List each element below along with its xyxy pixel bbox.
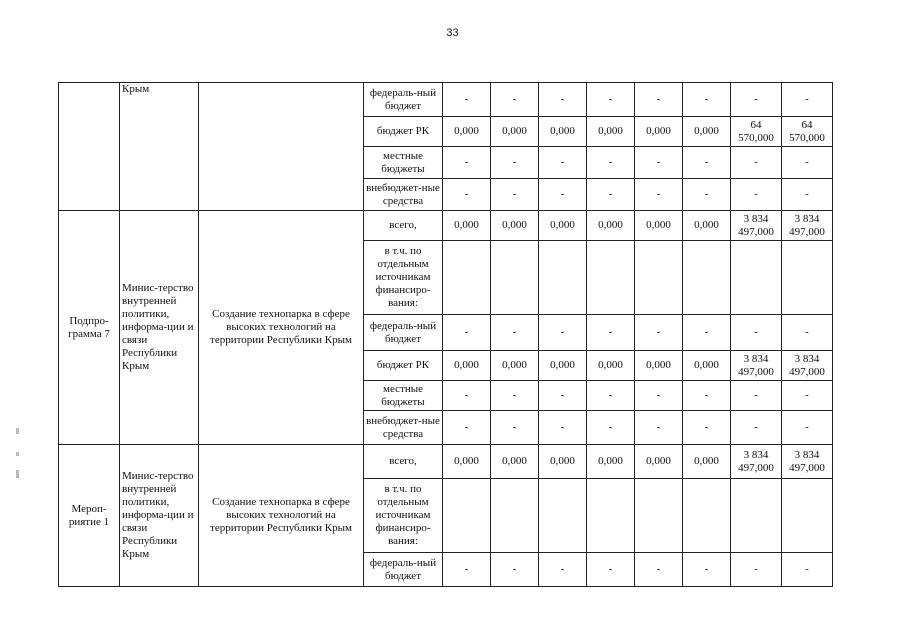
page-number: 33 [446, 27, 459, 39]
value-cell: 0,000 [587, 117, 635, 147]
event-name-cell [199, 83, 364, 211]
value-cell: 0,000 [539, 351, 587, 381]
value-cell: - [443, 147, 491, 179]
value-cell: 0,000 [587, 351, 635, 381]
value-cell: 0,000 [443, 117, 491, 147]
value-cell: - [491, 553, 539, 587]
value-cell: - [491, 381, 539, 411]
value-cell: - [731, 381, 782, 411]
value-cell: - [443, 553, 491, 587]
value-cell: 0,000 [539, 211, 587, 241]
value-cell: - [539, 147, 587, 179]
funding-source-cell: бюджет РК [364, 351, 443, 381]
value-cell: 0,000 [443, 351, 491, 381]
value-cell: 0,000 [587, 211, 635, 241]
table-row [59, 211, 833, 241]
value-cell: - [635, 381, 683, 411]
value-cell: 0,000 [635, 445, 683, 479]
value-cell: 3 834 497,000 [731, 445, 782, 479]
value-cell [782, 241, 833, 315]
value-cell: - [443, 179, 491, 211]
program-cell: Мероп-риятие 1 [59, 445, 120, 587]
value-cell: - [782, 381, 833, 411]
value-cell: - [443, 315, 491, 351]
funding-source-cell: местные бюджеты [364, 147, 443, 179]
value-cell: - [782, 147, 833, 179]
value-cell: - [635, 553, 683, 587]
executor-cell: Минис-терство внутренней политики, информа-ции и связи Республики Крым [120, 445, 199, 587]
funding-source-cell: в т.ч. по отдельным источникам финансиро-вания: [364, 241, 443, 315]
value-cell: - [539, 381, 587, 411]
value-cell: 0,000 [539, 445, 587, 479]
value-cell: - [491, 147, 539, 179]
value-cell: - [683, 315, 731, 351]
funding-source-cell: федераль-ный бюджет [364, 315, 443, 351]
value-cell: 3 834 497,000 [782, 211, 833, 241]
event-name-cell: Создание технопарка в сфере высоких технологий на территории Республики Крым [199, 445, 364, 587]
funding-source-cell: федераль-ный бюджет [364, 83, 443, 117]
value-cell [731, 241, 782, 315]
value-cell: - [587, 147, 635, 179]
value-cell: - [491, 179, 539, 211]
value-cell [587, 479, 635, 553]
value-cell: 0,000 [635, 117, 683, 147]
funding-source-cell: местные бюджеты [364, 381, 443, 411]
value-cell [635, 241, 683, 315]
value-cell [635, 479, 683, 553]
value-cell [731, 479, 782, 553]
value-cell [782, 479, 833, 553]
executor-cell: Крым [120, 83, 199, 211]
value-cell: - [443, 381, 491, 411]
value-cell: - [443, 411, 491, 445]
value-cell [587, 241, 635, 315]
value-cell: - [731, 553, 782, 587]
value-cell: 3 834 497,000 [782, 351, 833, 381]
value-cell: - [491, 315, 539, 351]
value-cell: - [587, 179, 635, 211]
value-cell: - [782, 315, 833, 351]
funding-source-cell: внебюджет-ные средства [364, 179, 443, 211]
value-cell: - [782, 553, 833, 587]
value-cell [539, 479, 587, 553]
value-cell: - [731, 411, 782, 445]
value-cell: 64 570,000 [782, 117, 833, 147]
program-cell: Подпро-грамма 7 [59, 211, 120, 445]
value-cell [539, 241, 587, 315]
value-cell: 0,000 [491, 117, 539, 147]
value-cell: - [539, 179, 587, 211]
value-cell: 0,000 [491, 445, 539, 479]
value-cell: 3 834 497,000 [731, 211, 782, 241]
value-cell: - [683, 381, 731, 411]
value-cell: 3 834 497,000 [731, 351, 782, 381]
scan-artifact [16, 428, 19, 434]
funding-source-cell: бюджет РК [364, 117, 443, 147]
value-cell: 0,000 [635, 211, 683, 241]
value-cell: 0,000 [539, 117, 587, 147]
value-cell: - [491, 411, 539, 445]
value-cell: - [539, 411, 587, 445]
value-cell: 0,000 [683, 211, 731, 241]
value-cell: 64 570,000 [731, 117, 782, 147]
funding-source-cell: в т.ч. по отдельным источникам финансиро-вания: [364, 479, 443, 553]
value-cell: - [731, 315, 782, 351]
scan-artifact [16, 470, 19, 478]
value-cell [491, 241, 539, 315]
value-cell: 3 834 497,000 [782, 445, 833, 479]
value-cell: - [782, 411, 833, 445]
value-cell: 0,000 [635, 351, 683, 381]
value-cell: - [539, 83, 587, 117]
budget-table [58, 82, 833, 587]
value-cell: 0,000 [683, 117, 731, 147]
value-cell [683, 241, 731, 315]
value-cell: - [587, 381, 635, 411]
value-cell: - [491, 83, 539, 117]
value-cell: - [539, 553, 587, 587]
value-cell: - [683, 179, 731, 211]
value-cell [443, 479, 491, 553]
value-cell: 0,000 [683, 445, 731, 479]
value-cell [443, 241, 491, 315]
value-cell: - [683, 553, 731, 587]
funding-source-cell: всего, [364, 211, 443, 241]
value-cell: - [587, 315, 635, 351]
executor-cell: Минис-терство внутренней политики, информа-ции и связи Республики Крым [120, 211, 199, 445]
value-cell: - [587, 411, 635, 445]
value-cell [683, 479, 731, 553]
value-cell: - [683, 147, 731, 179]
value-cell: - [443, 83, 491, 117]
value-cell: - [587, 553, 635, 587]
value-cell: 0,000 [443, 211, 491, 241]
funding-source-cell: внебюджет-ные средства [364, 411, 443, 445]
table-row [59, 445, 833, 479]
program-cell [59, 83, 120, 211]
value-cell [491, 479, 539, 553]
value-cell: - [782, 83, 833, 117]
value-cell: - [683, 83, 731, 117]
value-cell: - [731, 147, 782, 179]
value-cell: 0,000 [491, 351, 539, 381]
value-cell: - [683, 411, 731, 445]
table-row [59, 83, 833, 117]
value-cell: - [635, 315, 683, 351]
funding-source-cell: федераль-ный бюджет [364, 553, 443, 587]
scan-artifact [16, 452, 19, 456]
value-cell: 0,000 [683, 351, 731, 381]
value-cell: - [635, 411, 683, 445]
event-name-cell: Создание технопарка в сфере высоких технологий на территории Республики Крым [199, 211, 364, 445]
value-cell: - [539, 315, 587, 351]
value-cell: 0,000 [443, 445, 491, 479]
value-cell: - [635, 83, 683, 117]
value-cell: - [587, 83, 635, 117]
value-cell: 0,000 [491, 211, 539, 241]
value-cell: - [731, 179, 782, 211]
value-cell: - [782, 179, 833, 211]
value-cell: - [635, 147, 683, 179]
value-cell: - [635, 179, 683, 211]
value-cell: 0,000 [587, 445, 635, 479]
value-cell: - [731, 83, 782, 117]
funding-source-cell: всего, [364, 445, 443, 479]
